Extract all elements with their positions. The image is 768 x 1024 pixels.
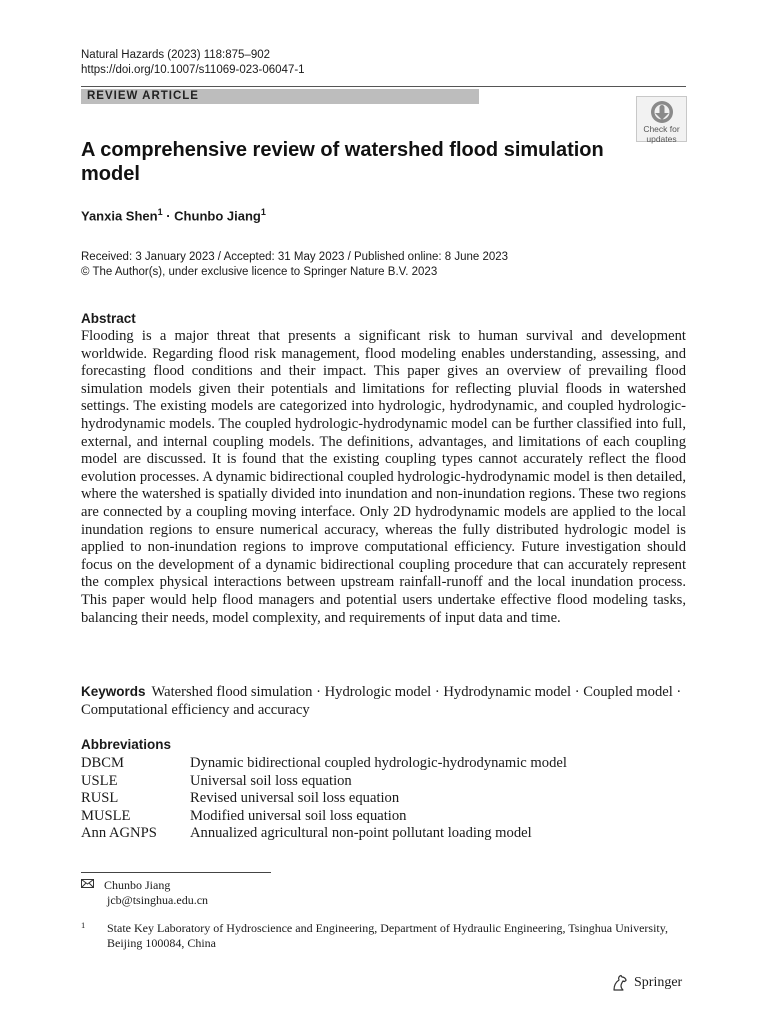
abbreviation-row: [81, 755, 567, 773]
journal-info: [81, 48, 305, 78]
keywords-text: Watershed flood simulation · Hydrologic model · Hydrodynamic model · Coupled model · Computational efficiency and accuracy: [81, 684, 682, 718]
abbreviation-definition: Universal soil loss equation: [190, 772, 352, 789]
corresponding-author-name: Chunbo Jiang: [104, 878, 171, 892]
journal-citation: Natural Hazards (2023) 118:875–902: [81, 49, 271, 61]
abbreviation-row: [81, 808, 567, 826]
check-updates-line1: Check for: [643, 124, 680, 134]
affiliation-text: State Key Laboratory of Hydroscience and Engineering, Department of Hydraulic Engineering, Tsinghua University, Beijing 100084, China: [107, 921, 668, 950]
affiliation-footnote: [81, 921, 686, 951]
abbreviation-definition: Annualized agricultural non-point pollutant loading model: [190, 825, 532, 842]
header-rule: [81, 86, 686, 87]
author-affil-marker: 1: [260, 207, 266, 217]
author-affil-marker: 1: [157, 207, 163, 217]
envelope-icon: [81, 879, 94, 888]
publisher-name: Springer: [634, 975, 683, 990]
abbreviation-term: RUSL: [81, 790, 119, 807]
abbreviations-heading: Abbreviations: [81, 737, 172, 752]
author-separator: ·: [162, 208, 175, 224]
corresponding-author-email[interactable]: jcb@tsinghua.edu.cn: [107, 893, 209, 907]
author-list: [81, 207, 266, 223]
doi-link[interactable]: https://doi.org/10.1007/s11069-023-06047-1: [81, 64, 305, 76]
copyright-line: © The Author(s), under exclusive licence to Springer Nature B.V. 2023: [81, 266, 438, 278]
abbreviation-definition: Dynamic bidirectional coupled hydrologic-hydrodynamic model: [190, 755, 567, 771]
abstract-text: Flooding is a major threat that presents a significant risk to human survival and development worldwide. Regarding flood risk management, flood modeling enables understanding, assessing, and forecasting flood conditions and their impact. This paper gives an overview of prevailing flood simulation models given their potentials and limitations for reflecting pluvial floods in watershed settings. The existing models are categorized into hydrologic, hydrodynamic, and coupled hydrologic-hydrodynamic models. The coupled hydrologic-hydrodynamic model can be further classified into full, external, and internal coupling models. The definitions, advantages, and limitations of each coupling model are discussed. It is found that the existing coupling types cannot accurately reflect the flood evolution processes. A dynamic bidirectional coupled hydrologic-hydrodynamic model is then detailed, where the watershed is spatially divided into inundation and non-inundation regions. These two regions are connected by a coupling moving interface. Only 2D hydrodynamic models are applied to the local inundation regions to ensure numerical accuracy, whereas the fully distributed hydrologic model is applied to non-inundation regions to improve computational efficiency. Future investigation should focus on the development of a dynamic bidirectional coupling procedure that can accurately represent the complex physical interactions between upstream rainfall-runoff and the local inundation process. This paper would help flood managers and potential users undertake effective flood modeling tasks, balancing their needs, model complexity, and requirements of input data and time.: [81, 328, 686, 626]
abbreviation-definition: Revised universal soil loss equation: [190, 790, 400, 807]
keywords-label: Keywords: [81, 684, 146, 699]
abbreviations-table: [81, 755, 567, 843]
abbreviation-row: [81, 773, 567, 791]
author-name[interactable]: Chunbo Jiang: [174, 208, 261, 224]
abbreviation-term: USLE: [81, 772, 118, 789]
keywords: [81, 683, 686, 719]
check-updates-line2: updates: [646, 133, 677, 144]
article-type-banner: REVIEW ARTICLE: [81, 89, 479, 104]
article-title: A comprehensive review of watershed flood simulation model: [81, 139, 604, 185]
abbreviation-term: MUSLE: [81, 807, 131, 824]
abbreviation-term: Ann AGNPS: [81, 825, 157, 842]
author-name[interactable]: Yanxia Shen: [81, 208, 158, 224]
publisher-logo: [611, 974, 682, 992]
publication-dates: [81, 250, 508, 280]
abstract-heading: Abstract: [81, 311, 136, 326]
abbreviation-term: DBCM: [81, 755, 124, 771]
affiliation-number: 1: [81, 920, 86, 930]
corresponding-author: [81, 878, 208, 908]
abbreviation-row: [81, 790, 567, 808]
footnote-rule: [81, 872, 271, 873]
check-for-updates-badge[interactable]: [636, 96, 687, 142]
check-updates-icon: [650, 100, 674, 124]
springer-horse-icon: [611, 974, 629, 992]
received-accepted-published: Received: 3 January 2023 / Accepted: 31 May 2023 / Published online: 8 June 2023: [81, 251, 509, 263]
abbreviation-row: [81, 825, 567, 843]
abbreviation-definition: Modified universal soil loss equation: [190, 807, 407, 824]
